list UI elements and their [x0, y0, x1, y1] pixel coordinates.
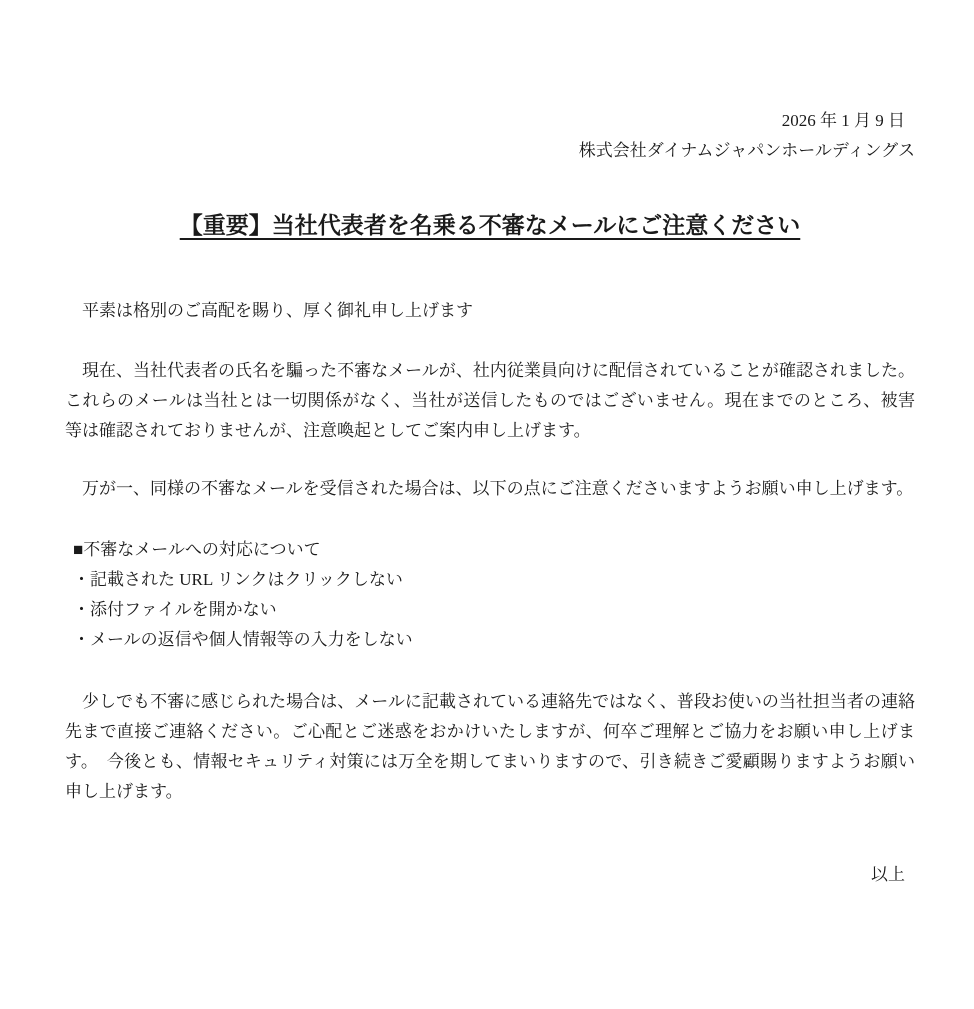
closing-mark: 以上 — [871, 865, 905, 884]
document-date: 2026 年 1 月 9 日 — [781, 111, 905, 130]
bullet-item-no-url-click: ・記載された URL リンクはクリックしない — [73, 570, 403, 589]
section-heading: ■不審なメールへの対応について — [73, 540, 321, 559]
document-title-row — [65, 208, 915, 244]
company-name: 株式会社ダイナムジャパンホールディングス — [578, 141, 915, 160]
bullet-item-no-reply-personal-info: ・メールの返信や個人情報等の入力をしない — [73, 630, 413, 649]
bullet-item-no-attachments: ・添付ファイルを開かない — [73, 600, 277, 619]
bullet-list — [73, 565, 915, 655]
document-title: 【重要】当社代表者を名乗る不審なメールにご注意ください — [179, 213, 801, 238]
paragraph-contact: 少しでも不審に感じられた場合は、メールに記載されている連絡先ではなく、普段お使いの当社担当者の連絡先まで直接ご連絡ください。ご心配とご迷惑をおかけいたしますが、何卒ご理解とご協力をお願い申し上げます。 今後とも、情報セキュリティ対策には万全を期してまいりますので、引き続きご愛顧賜りますようお願い申し上げます。 — [65, 692, 915, 801]
paragraph-greeting: 平素は格別のご高配を賜り、厚く御礼申し上げます — [65, 301, 473, 320]
paragraph-caution: 万が一、同様の不審なメールを受信された場合は、以下の点にご注意くださいますようお願い申し上げます。 — [65, 479, 914, 498]
response-section — [65, 535, 915, 655]
paragraph-notice: 現在、当社代表者の氏名を騙った不審なメールが、社内従業員向けに配信されていることが確認されました。これらのメールは当社とは一切関係がなく、当社が送信したものではございません。現在までのところ、被害等は確認されておりませんが、注意喚起としてご案内申し上げます。 — [65, 361, 915, 440]
